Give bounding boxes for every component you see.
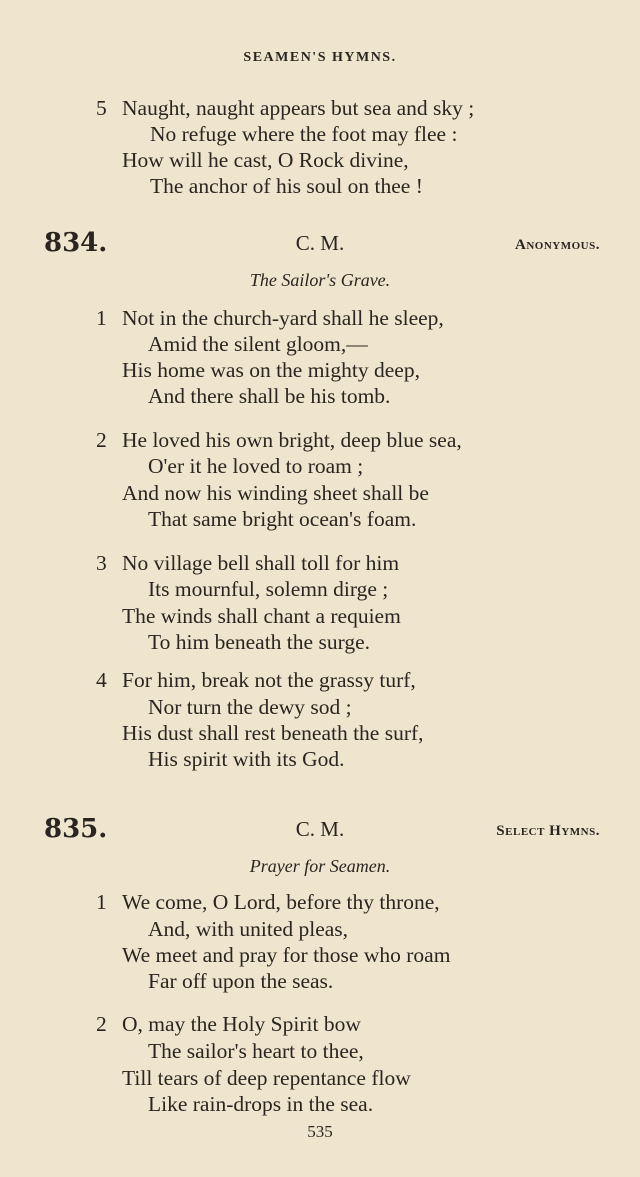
- running-head: SEAMEN'S HYMNS.: [243, 50, 397, 65]
- verse-line: His spirit with its God.: [148, 747, 345, 771]
- verse-line: And, with united pleas,: [148, 917, 349, 941]
- verse-line: Amid the silent gloom,—: [148, 332, 368, 356]
- verse-line: To him beneath the surge.: [148, 630, 371, 654]
- hymn-number: 835.: [44, 814, 108, 844]
- verse-line: No refuge where the foot may flee :: [150, 122, 458, 146]
- verse-line: His dust shall rest beneath the surf,: [122, 721, 424, 745]
- stanza-number: 3: [96, 551, 107, 575]
- verse-line: No village bell shall toll for him: [122, 551, 400, 575]
- verse-line: Far off upon the seas.: [148, 969, 334, 993]
- stanza-number: 1: [96, 890, 107, 914]
- stanza-number: 4: [96, 668, 107, 692]
- verse-line: We meet and pray for those who roam: [122, 943, 451, 967]
- verse-line: Like rain-drops in the sea.: [148, 1092, 374, 1116]
- hymn-meter: C. M.: [295, 231, 345, 255]
- verse-line: O, may the Holy Spirit bow: [122, 1012, 361, 1036]
- verse-line: The sailor's heart to thee,: [148, 1039, 364, 1063]
- verse-line: Naught, naught appears but sea and sky ;: [122, 96, 475, 120]
- hymn-title: The Sailor's Grave.: [249, 270, 391, 290]
- verse-line: That same bright ocean's foam.: [148, 507, 417, 531]
- page-number: 535: [307, 1122, 333, 1141]
- verse-line: And now his winding sheet shall be: [122, 481, 429, 505]
- stanza-number: 1: [96, 306, 107, 330]
- verse-line: Its mournful, solemn dirge ;: [148, 577, 389, 601]
- verse-line: O'er it he loved to roam ;: [148, 454, 364, 478]
- hymn-author: Select Hymns.: [496, 823, 600, 839]
- verse-line: We come, O Lord, before thy throne,: [122, 890, 440, 914]
- stanza-number: 2: [96, 428, 107, 452]
- stanza-number: 2: [96, 1012, 107, 1036]
- verse-line: He loved his own bright, deep blue sea,: [122, 428, 462, 452]
- hymn-author: Anonymous.: [515, 237, 600, 253]
- verse-line: How will he cast, O Rock divine,: [122, 148, 409, 172]
- verse-line: For him, break not the grassy turf,: [122, 668, 416, 692]
- verse-line: His home was on the mighty deep,: [122, 358, 420, 382]
- hymn-number: 834.: [44, 228, 108, 258]
- verse-line: And there shall be his tomb.: [148, 384, 391, 408]
- verse-line: Nor turn the dewy sod ;: [148, 695, 352, 719]
- verse-line: Till tears of deep repentance flow: [122, 1066, 411, 1090]
- hymn-title: Prayer for Seamen.: [249, 856, 391, 876]
- hymn-meter: C. M.: [295, 817, 345, 841]
- verse-line: The anchor of his soul on thee !: [150, 174, 423, 198]
- verse-line: Not in the church-yard shall he sleep,: [122, 306, 444, 330]
- stanza-number: 5: [96, 96, 107, 120]
- verse-line: The winds shall chant a requiem: [122, 604, 401, 628]
